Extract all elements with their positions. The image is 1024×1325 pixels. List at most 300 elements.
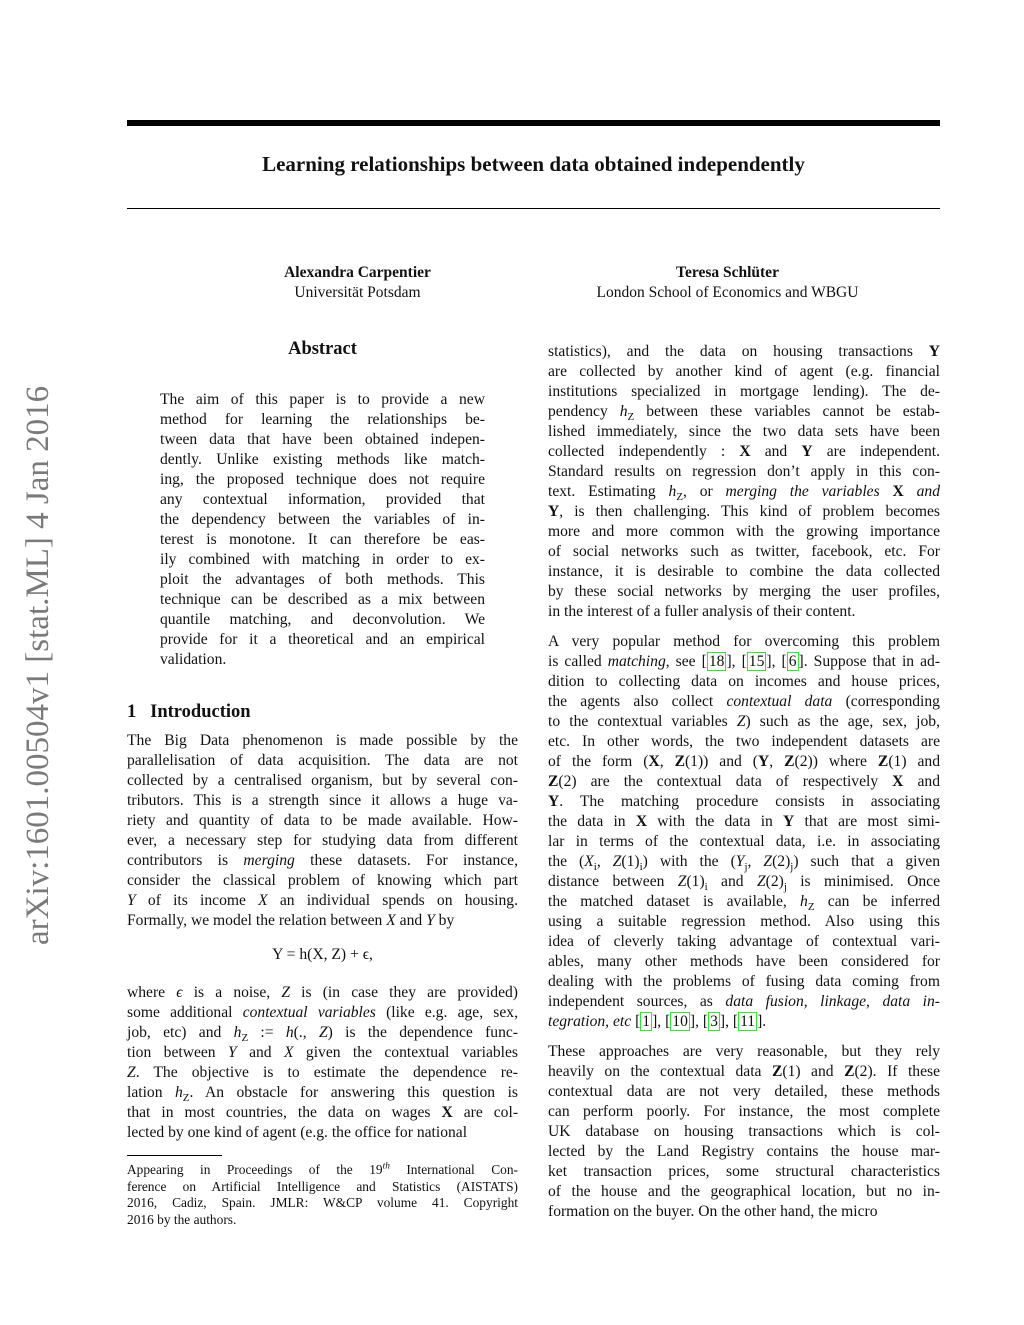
citation-number[interactable]: 6 bbox=[788, 653, 797, 670]
text-run: (1) bbox=[621, 853, 640, 870]
text-run: is minimised. Once bbox=[786, 873, 940, 890]
intro-paragraph bbox=[127, 731, 518, 931]
text-run: quantile matching, and deconvolution. We bbox=[160, 611, 485, 628]
subscript: Z bbox=[182, 1092, 190, 1105]
text-run: dently. Unlike existing methods like match- bbox=[160, 451, 485, 468]
italic-text: matching bbox=[607, 653, 666, 670]
section-heading: 1 Introduction bbox=[127, 702, 251, 722]
text-line bbox=[548, 1122, 940, 1142]
text-run: more and more common with the growing importance bbox=[548, 523, 940, 540]
citation-link[interactable]: [ 3 ] bbox=[702, 1013, 726, 1030]
text-line bbox=[548, 1102, 940, 1122]
italic-text: and bbox=[916, 483, 940, 500]
italic-text: Z bbox=[763, 853, 773, 870]
text-run: (2) bbox=[765, 873, 784, 890]
text-line bbox=[127, 1212, 518, 1229]
text-run: := bbox=[248, 1024, 286, 1041]
paper-title: Learning relationships between data obtained independently bbox=[262, 152, 805, 176]
citation-link[interactable]: [ 11 ] bbox=[732, 1013, 763, 1030]
text-run: ) such as the age, sex, job, bbox=[745, 713, 940, 730]
text-run: (2). If these bbox=[854, 1063, 940, 1080]
text-run: . The objective is to estimate the dependence re- bbox=[135, 1064, 518, 1081]
text-run: lected by the Land Registry contains the house mar- bbox=[548, 1143, 940, 1160]
text-run: Appearing in Proceedings of the 19 bbox=[127, 1162, 383, 1177]
text-run: method for learning the relationships be- bbox=[160, 411, 485, 428]
subscript: j bbox=[790, 861, 794, 874]
text-line bbox=[127, 1162, 518, 1179]
bold-symbol: Y bbox=[928, 343, 940, 360]
abstract-heading: Abstract bbox=[288, 339, 357, 359]
text-run: given the contextual variables bbox=[293, 1044, 518, 1061]
text-run: Formally, we model the relation between bbox=[127, 912, 387, 929]
bold-symbol: Y bbox=[757, 753, 770, 770]
text-line bbox=[548, 952, 940, 972]
text-line bbox=[160, 510, 485, 530]
text-run: The aim of this paper is to provide a new bbox=[160, 391, 485, 408]
text-line bbox=[548, 792, 940, 812]
text-line bbox=[548, 932, 940, 952]
text-run: ables, many other methods have been considered for bbox=[548, 953, 940, 970]
bold-symbol: Y bbox=[801, 443, 813, 460]
text-line bbox=[127, 731, 518, 751]
bold-symbol: X bbox=[892, 773, 904, 790]
text-run: International Con- bbox=[389, 1162, 519, 1177]
citation-link[interactable]: [ 1 ] bbox=[635, 1013, 658, 1030]
text-run: can perform poorly. For instance, the most complete bbox=[548, 1103, 940, 1120]
text-run: A very popular method for overcoming this problem bbox=[548, 633, 940, 650]
text-line bbox=[548, 672, 940, 692]
italic-text: Y bbox=[228, 1044, 237, 1061]
text-run: 2016 by the authors. bbox=[127, 1212, 237, 1228]
text-line bbox=[127, 851, 518, 871]
subscript: Z bbox=[627, 411, 635, 424]
text-line bbox=[160, 590, 485, 610]
author-block bbox=[530, 263, 925, 303]
text-run: can be inferred bbox=[814, 893, 940, 910]
text-run: tion between bbox=[127, 1044, 228, 1061]
text-run: ) with the ( bbox=[642, 853, 736, 870]
text-run: (1) and bbox=[888, 753, 940, 770]
text-run: using a suitable regression method. Also using this bbox=[548, 913, 940, 930]
citation-number[interactable]: 1 bbox=[642, 1013, 651, 1030]
text-run: ) such that a given bbox=[793, 853, 941, 870]
subscript: i bbox=[704, 881, 708, 894]
text-line bbox=[127, 771, 518, 791]
citation-number[interactable]: 18 bbox=[708, 653, 725, 670]
text-run: in the interest of a fuller analysis of their content. bbox=[548, 603, 856, 620]
text-run: of the form ( bbox=[548, 753, 649, 770]
text-line bbox=[548, 752, 940, 772]
text-run: . Suppose that in ad- bbox=[803, 653, 941, 670]
italic-text: tegration, etc bbox=[548, 1013, 632, 1030]
text-run: ) is the dependence func- bbox=[327, 1024, 519, 1041]
text-line bbox=[548, 812, 940, 832]
bold-symbol: X bbox=[441, 1104, 453, 1121]
text-line bbox=[127, 1103, 518, 1123]
bold-symbol: Z bbox=[844, 1063, 855, 1080]
text-line bbox=[548, 482, 940, 502]
text-line bbox=[160, 550, 485, 570]
text-run: where bbox=[127, 984, 177, 1001]
text-line bbox=[548, 522, 940, 542]
subscript: Z bbox=[807, 901, 815, 914]
text-run: some additional bbox=[127, 1004, 243, 1021]
text-run: by these social networks by merging the user profiles, bbox=[548, 583, 940, 600]
text-line bbox=[127, 1083, 518, 1103]
bold-symbol: Z bbox=[784, 753, 795, 770]
text-run: . bbox=[762, 1013, 767, 1030]
text-run: and bbox=[903, 773, 940, 790]
text-run: dition to collecting data on incomes and house prices, bbox=[548, 673, 940, 690]
italic-text: h bbox=[174, 1084, 183, 1101]
text-line bbox=[548, 582, 940, 602]
text-run: collected by a centralised organism, but by several con- bbox=[127, 772, 518, 789]
italic-text: Z bbox=[127, 1064, 136, 1081]
text-run: ever, a necessary step for studying data from different bbox=[127, 832, 518, 849]
text-run: an individual spends on housing. bbox=[267, 892, 518, 909]
text-run: (2) are the contextual data of respectively bbox=[558, 773, 893, 790]
text-run: , is then challenging. This kind of problem becomes bbox=[559, 503, 940, 520]
text-line bbox=[548, 852, 940, 872]
text-run: lished immediately, since the two data sets have been bbox=[548, 423, 940, 440]
text-line bbox=[127, 871, 518, 891]
text-run: is (in case they are provided) bbox=[290, 984, 518, 1001]
text-run: (corresponding bbox=[832, 693, 940, 710]
text-line bbox=[548, 402, 940, 422]
bold-symbol: Y bbox=[548, 503, 560, 520]
text-run: contextual data are not very detailed, these methods bbox=[548, 1083, 940, 1100]
text-line bbox=[160, 650, 485, 670]
text-run: between these variables cannot be estab- bbox=[634, 403, 940, 420]
text-line bbox=[127, 1195, 518, 1212]
text-run: , bbox=[695, 1013, 703, 1030]
text-run: , bbox=[596, 853, 613, 870]
text-line bbox=[548, 422, 940, 442]
text-line bbox=[548, 362, 940, 382]
text-run: , bbox=[659, 753, 675, 770]
text-run: , bbox=[769, 753, 785, 770]
text-run: , bbox=[725, 1013, 733, 1030]
italic-text: Z bbox=[281, 984, 290, 1001]
text-line bbox=[548, 382, 940, 402]
text-run: the dependency between the variables of in- bbox=[160, 511, 485, 528]
text-run: (2)) where bbox=[794, 753, 878, 770]
text-run: the data in bbox=[548, 813, 636, 830]
text-run: lar in terms of the contextual data, i.e. in associating bbox=[548, 833, 940, 850]
bold-symbol: Z bbox=[674, 753, 685, 770]
text-line bbox=[548, 1142, 940, 1162]
italic-text: h bbox=[800, 893, 808, 910]
text-run: ket transaction prices, some structural characteristics bbox=[548, 1163, 940, 1180]
text-run bbox=[904, 483, 917, 500]
text-run: of its income bbox=[135, 892, 259, 909]
text-line bbox=[548, 872, 940, 892]
text-run: ference on Artificial Intelligence and Statistics (AISTATS) bbox=[127, 1178, 518, 1194]
italic-text: X bbox=[258, 892, 268, 909]
text-run: formation on the buyer. On the other hand, the micro bbox=[548, 1203, 878, 1220]
italic-text: X bbox=[386, 912, 396, 929]
author-affiliation: Universität Potsdam bbox=[294, 284, 421, 301]
text-line bbox=[127, 751, 518, 771]
citation-link[interactable]: [ 6 ] bbox=[781, 653, 804, 670]
text-line bbox=[548, 1042, 940, 1062]
italic-text: Y bbox=[127, 892, 136, 909]
italic-text: h bbox=[233, 1024, 242, 1041]
text-run: any contextual information, provided that bbox=[160, 491, 485, 508]
text-line bbox=[548, 832, 940, 852]
text-line bbox=[127, 891, 518, 911]
text-line bbox=[548, 342, 940, 362]
footnote-rule bbox=[127, 1155, 222, 1156]
text-run: of social networks such as twitter, facebook, etc. For bbox=[548, 543, 940, 560]
italic-text: h bbox=[619, 403, 628, 420]
text-run: that are most simi- bbox=[794, 813, 940, 830]
text-run: provide for it a theoretical and an empirical bbox=[160, 631, 485, 648]
text-run: (1)) and ( bbox=[684, 753, 758, 770]
text-line bbox=[548, 632, 940, 652]
text-run: text. Estimating bbox=[548, 483, 669, 500]
text-run: and bbox=[707, 873, 757, 890]
italic-text: Z bbox=[736, 713, 746, 730]
text-line bbox=[160, 390, 485, 410]
text-run: and bbox=[750, 443, 802, 460]
text-line bbox=[127, 1043, 518, 1063]
text-run: lected by one kind of agent (e.g. the office for national bbox=[127, 1124, 468, 1141]
body-paragraph bbox=[548, 342, 940, 622]
italic-text: Z bbox=[677, 873, 687, 890]
text-run: parallelisation of data acquisition. The data are not bbox=[127, 752, 518, 769]
author-block bbox=[230, 263, 485, 303]
intro-paragraph bbox=[127, 983, 518, 1143]
citation-number[interactable]: 10 bbox=[672, 1013, 688, 1030]
text-run: with the data in bbox=[647, 813, 784, 830]
text-line bbox=[160, 630, 485, 650]
text-line bbox=[127, 1023, 518, 1043]
text-run: tween data that have been obtained indepen- bbox=[160, 431, 485, 448]
equation: Y = h(X, Z) + ϵ, bbox=[272, 946, 373, 963]
text-line bbox=[160, 490, 485, 510]
text-line bbox=[548, 1162, 940, 1182]
citation-link[interactable]: [ 15 ] bbox=[741, 653, 772, 670]
text-line bbox=[548, 1202, 940, 1222]
text-run: idea of cleverly taking advantage of contextual vari- bbox=[548, 933, 940, 950]
text-line bbox=[548, 772, 940, 792]
bold-symbol: Z bbox=[548, 773, 559, 790]
bold-symbol: Z bbox=[877, 753, 889, 770]
citation-link[interactable]: [ 10 ] bbox=[665, 1013, 696, 1030]
text-line bbox=[160, 430, 485, 450]
text-run: The Big Data phenomenon is made possible by the bbox=[127, 732, 518, 749]
text-run: tributors. This is a strength since it allows a huge va- bbox=[127, 792, 518, 809]
text-run: (like e.g. age, sex, bbox=[375, 1004, 518, 1021]
bold-symbol: X bbox=[648, 753, 660, 770]
body-paragraph bbox=[548, 1042, 940, 1222]
text-run: technique can be described as a mix between bbox=[160, 591, 485, 608]
italic-text: X bbox=[283, 1044, 294, 1061]
text-line bbox=[548, 652, 940, 672]
subscript: Z bbox=[676, 491, 683, 504]
text-run: consider the classical problem of knowing which part bbox=[127, 872, 518, 889]
text-line bbox=[548, 892, 940, 912]
italic-text: merging the variables bbox=[725, 483, 880, 500]
text-run: UK database on housing transactions which is col- bbox=[548, 1123, 940, 1140]
text-line bbox=[160, 570, 485, 590]
text-run: lation bbox=[127, 1084, 175, 1101]
subscript: i bbox=[639, 861, 643, 874]
text-run: the ( bbox=[548, 853, 585, 870]
text-run: 2016, Cadiz, Spain. JMLR: W&CP volume 41. Copyright bbox=[127, 1195, 518, 1211]
author-name: Teresa Schlüter bbox=[676, 264, 779, 281]
text-run: pendency bbox=[548, 403, 620, 420]
arxiv-stamp: arXiv:1601.00504v1 [stat.ML] 4 Jan 2016 bbox=[20, 385, 56, 945]
text-run: . The matching procedure consists in associating bbox=[559, 793, 940, 810]
text-line bbox=[127, 911, 518, 931]
text-run: , bbox=[731, 653, 742, 670]
bold-symbol: X bbox=[739, 443, 751, 460]
italic-text: Y bbox=[735, 853, 745, 870]
text-run: . An obstacle for answering this question is bbox=[189, 1084, 518, 1101]
text-run: is called bbox=[548, 653, 608, 670]
subscript: Z bbox=[241, 1032, 249, 1045]
text-run: , bbox=[747, 853, 764, 870]
text-run: , see bbox=[665, 653, 702, 670]
subscript: j bbox=[783, 881, 787, 894]
italic-text: Z bbox=[318, 1024, 328, 1041]
text-line bbox=[127, 831, 518, 851]
text-run: , or bbox=[682, 483, 726, 500]
text-line bbox=[127, 1179, 518, 1196]
text-run: heavily on the contextual data bbox=[548, 1063, 772, 1080]
text-line bbox=[127, 983, 518, 1003]
text-line bbox=[160, 530, 485, 550]
text-run: the matched dataset is available, bbox=[548, 893, 801, 910]
text-line bbox=[160, 610, 485, 630]
text-line bbox=[548, 1012, 940, 1032]
citation-link[interactable]: [ 18 ] bbox=[701, 653, 732, 670]
text-line bbox=[548, 602, 940, 622]
text-line bbox=[548, 1062, 940, 1082]
bold-symbol: X bbox=[635, 813, 648, 830]
italic-text: contextual variables bbox=[242, 1004, 376, 1021]
text-run: of the house and the geographical location, but no in- bbox=[548, 1183, 940, 1200]
text-run: instance, it is desirable to combine the data collected bbox=[548, 563, 940, 580]
bold-symbol: Y bbox=[783, 813, 795, 830]
text-line bbox=[548, 972, 940, 992]
text-line bbox=[548, 1182, 940, 1202]
text-line bbox=[548, 462, 940, 482]
text-run: terest is monotone. It can therefore be eas- bbox=[160, 531, 485, 548]
text-run bbox=[880, 483, 893, 500]
text-run: Standard results on regression don’t apply in this con- bbox=[548, 463, 940, 480]
italic-text: Y bbox=[426, 912, 435, 929]
text-line bbox=[548, 912, 940, 932]
text-run: ploit the advantages of both methods. This bbox=[160, 571, 485, 588]
text-line bbox=[548, 562, 940, 582]
text-run: etc. In other words, the two independent datasets are bbox=[548, 733, 940, 750]
italic-text: h bbox=[668, 483, 677, 500]
text-run: ily combined with matching in order to ex- bbox=[160, 551, 485, 568]
text-line bbox=[548, 992, 940, 1012]
title-top-rule bbox=[127, 120, 940, 126]
text-run: are independent. bbox=[812, 443, 940, 460]
text-line bbox=[548, 732, 940, 752]
citation-number[interactable]: 11 bbox=[740, 1013, 756, 1030]
bold-symbol: Y bbox=[548, 793, 560, 810]
text-line bbox=[548, 1082, 940, 1102]
text-run: ing, the proposed technique does not require bbox=[160, 471, 485, 488]
italic-text: contextual data bbox=[726, 693, 833, 710]
text-run: that in most countries, the data on wages bbox=[127, 1104, 442, 1121]
text-run: and bbox=[236, 1044, 284, 1061]
superscript: th bbox=[382, 1161, 390, 1172]
italic-text: h bbox=[285, 1024, 294, 1041]
text-line bbox=[548, 692, 940, 712]
text-line bbox=[548, 542, 940, 562]
text-run: job, etc) and bbox=[127, 1024, 234, 1041]
text-run: These approaches are very reasonable, but they rely bbox=[548, 1043, 940, 1060]
text-run: , bbox=[657, 1013, 666, 1030]
author-affiliation: London School of Economics and WBGU bbox=[596, 284, 859, 301]
italic-text: Z bbox=[612, 853, 622, 870]
text-run: and bbox=[395, 912, 427, 929]
citation-number[interactable]: 15 bbox=[748, 653, 765, 670]
italic-text: ϵ bbox=[176, 984, 183, 1001]
text-run: these datasets. For instance, bbox=[294, 852, 518, 869]
bold-symbol: X bbox=[892, 483, 904, 500]
text-run: (., bbox=[293, 1024, 319, 1041]
subscript: j bbox=[744, 861, 748, 874]
text-line bbox=[127, 1123, 518, 1143]
text-run: dealing with the problems of fusing data coming from bbox=[548, 973, 940, 990]
text-run: riety and quantity of data to be made available. How- bbox=[127, 812, 518, 829]
text-line bbox=[548, 502, 940, 522]
text-line bbox=[548, 712, 940, 732]
text-run: , bbox=[771, 653, 782, 670]
italic-text: X bbox=[584, 853, 594, 870]
text-run: by bbox=[434, 912, 455, 929]
text-run: distance between bbox=[548, 873, 678, 890]
text-line bbox=[160, 410, 485, 430]
text-run: contributors is bbox=[127, 852, 244, 869]
text-run: (2) bbox=[772, 853, 791, 870]
text-run: are col- bbox=[452, 1104, 519, 1121]
text-line bbox=[160, 450, 485, 470]
text-run: validation. bbox=[160, 651, 227, 668]
text-run: are collected by another kind of agent (e.g. financial bbox=[548, 363, 940, 380]
text-line bbox=[127, 811, 518, 831]
text-run: independent sources, as bbox=[548, 993, 726, 1010]
text-line bbox=[548, 442, 940, 462]
citation-number[interactable]: 3 bbox=[710, 1013, 718, 1030]
bold-symbol: Z bbox=[771, 1063, 783, 1080]
text-run: statistics), and the data on housing transactions bbox=[548, 343, 929, 360]
italic-text: Z bbox=[756, 873, 766, 890]
text-run: is a noise, bbox=[182, 984, 282, 1001]
italic-text: merging bbox=[243, 852, 295, 869]
text-run: collected independently : bbox=[548, 443, 740, 460]
abstract-text bbox=[160, 390, 485, 670]
subscript: i bbox=[593, 861, 597, 874]
text-line bbox=[160, 470, 485, 490]
italic-text: data fusion, linkage, data in- bbox=[725, 993, 941, 1010]
text-line bbox=[127, 791, 518, 811]
author-name: Alexandra Carpentier bbox=[284, 264, 431, 281]
body-paragraph bbox=[548, 632, 940, 1032]
text-run: institutions specialized in mortgage lending). The de- bbox=[548, 383, 940, 400]
footnote bbox=[127, 1162, 518, 1229]
text-run: to the contextual variables bbox=[548, 713, 737, 730]
text-line bbox=[127, 1063, 518, 1083]
